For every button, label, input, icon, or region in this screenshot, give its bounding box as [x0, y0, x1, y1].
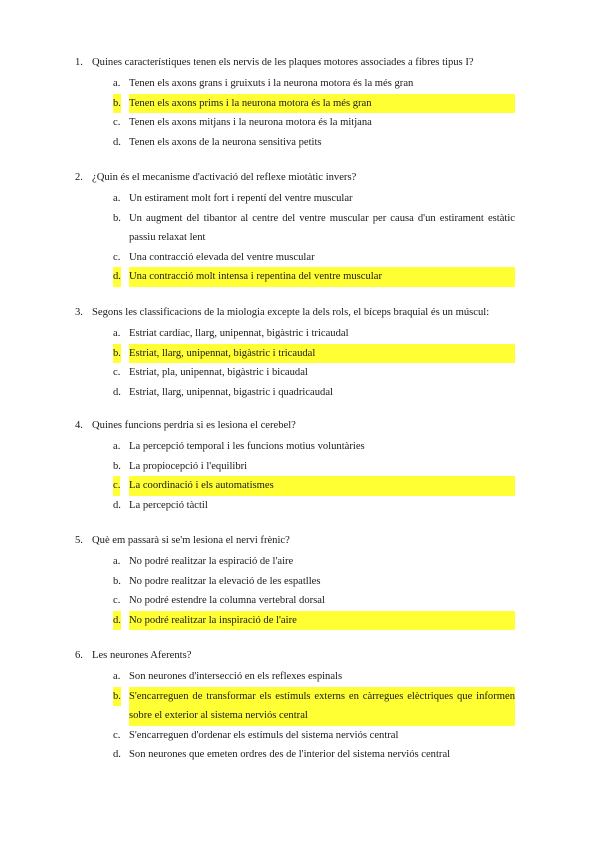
option-text: Un estirament molt fort i repentí del ventre muscular — [129, 193, 353, 204]
question-3 — [75, 305, 515, 402]
option-text: Tenen els axons de la neurona sensitiva petits — [129, 136, 322, 148]
option-text: Tenen els axons prims i la neurona motora és la més gran — [129, 94, 515, 114]
question-number: 3. — [75, 307, 83, 318]
option-c-highlighted — [75, 476, 515, 496]
question-header — [75, 305, 515, 321]
question-text: Segons les classificacions de la miologia excepte la dels rols, el bíceps braquial és un múscul: — [92, 307, 490, 318]
option-letter: c. — [113, 595, 121, 606]
option-a — [75, 324, 515, 344]
question-text: ¿Quin és el mecanisme d'activació del reflexe miotàtic invers? — [92, 172, 357, 183]
option-d — [75, 745, 515, 765]
option-d-highlighted — [75, 267, 515, 287]
option-list — [75, 552, 515, 630]
question-1 — [75, 55, 515, 152]
option-list — [75, 324, 515, 402]
option-text: Una contracció molt intensa i repentina del ventre muscular — [129, 267, 515, 287]
option-list — [75, 667, 515, 765]
question-header — [75, 533, 515, 549]
option-b — [75, 209, 515, 248]
option-letter: d. — [113, 749, 121, 760]
option-text: La coordinació i els automatismes — [129, 476, 515, 496]
option-text: Estriat, pla, unipennat, bigàstric i bicaudal — [129, 367, 308, 378]
question-number: 2. — [75, 172, 83, 183]
option-text: Tenen els axons mitjans i la neurona motora és la mitjana — [129, 117, 372, 128]
option-c — [75, 363, 515, 383]
question-header — [75, 55, 515, 71]
option-a — [75, 437, 515, 457]
option-d-highlighted — [75, 611, 515, 631]
question-text: Quines funcions perdria si es lesiona el cerebel? — [92, 420, 296, 431]
question-text: Quines característiques tenen els nervis de les plaques motores associades a fibres tipus I? — [92, 57, 474, 68]
option-text: La percepció tàctil — [129, 499, 208, 511]
option-b-highlighted — [75, 94, 515, 114]
option-a — [75, 667, 515, 687]
question-text: Les neurones Aferents? — [92, 650, 192, 661]
option-text: Estriat, llarg, unipennat, bigastric i quadricaudal — [129, 386, 333, 398]
option-text: S'encarreguen de transformar els estímuls externs en càrregues elèctriques que informen sobre el exterior al sistema nerviós central — [129, 687, 515, 726]
option-letter: a. — [113, 193, 121, 204]
option-text: No podré realitzar la inspiració de l'aire — [129, 611, 515, 631]
option-d — [75, 383, 515, 403]
option-c — [75, 726, 515, 746]
option-letter: b. — [113, 212, 121, 224]
option-letter: b. — [113, 94, 121, 114]
question-header — [75, 418, 515, 434]
question-number: 4. — [75, 420, 83, 431]
option-letter: a. — [113, 556, 121, 567]
option-a — [75, 552, 515, 572]
option-text: Estriat cardíac, llarg, unipennat, bigàstric i tricaudal — [129, 328, 349, 339]
option-text: No podré realitzar la espiració de l'aire — [129, 556, 294, 567]
option-letter: d. — [113, 136, 121, 148]
question-4 — [75, 418, 515, 515]
question-number: 5. — [75, 535, 83, 546]
option-c — [75, 591, 515, 611]
option-list — [75, 437, 515, 515]
option-letter: b. — [113, 460, 121, 472]
question-text: Què em passarà si se'm lesiona el nervi frènic? — [92, 535, 290, 546]
option-text: No podré estendre la columna vertebral dorsal — [129, 595, 325, 606]
option-letter: a. — [113, 328, 121, 339]
option-a — [75, 189, 515, 209]
option-b-highlighted — [75, 344, 515, 364]
option-letter: b. — [113, 575, 121, 587]
option-d — [75, 133, 515, 153]
option-letter: c. — [113, 367, 121, 378]
option-b-highlighted — [75, 687, 515, 726]
option-letter: c. — [113, 729, 121, 741]
question-number: 1. — [75, 57, 83, 68]
option-letter: d. — [113, 499, 121, 511]
question-5 — [75, 533, 515, 630]
option-letter: a. — [113, 441, 121, 452]
option-letter: b. — [113, 687, 121, 707]
option-list — [75, 74, 515, 152]
question-6 — [75, 648, 515, 765]
option-text: Tenen els axons grans i gruixuts i la neurona motora és la més gran — [129, 78, 414, 89]
option-text: Estriat, llarg, unipennat, bigàstric i tricaudal — [129, 344, 515, 364]
option-letter: c. — [113, 117, 121, 128]
option-list — [75, 189, 515, 287]
option-d — [75, 496, 515, 516]
option-letter: d. — [113, 611, 121, 631]
option-text: La percepció temporal i les funcions motius voluntàries — [129, 441, 365, 452]
option-text: Son neurones que emeten ordres des de l'interior del sistema nerviós central — [129, 749, 451, 760]
option-c — [75, 113, 515, 133]
option-c — [75, 248, 515, 268]
option-text: La propiocepció i l'equilibri — [129, 460, 248, 472]
question-number: 6. — [75, 650, 83, 661]
question-header — [75, 648, 515, 664]
option-b — [75, 572, 515, 592]
option-text: Son neurones d'intersecció en els reflexes espinals — [129, 671, 343, 682]
option-letter: a. — [113, 78, 121, 89]
option-letter: d. — [113, 267, 121, 287]
option-letter: c. — [113, 476, 120, 496]
question-2 — [75, 170, 515, 287]
option-text: Una contracció elevada del ventre muscular — [129, 251, 315, 263]
option-text: Un augment del tibantor al centre del ventre muscular per causa d'un estirament estàtic passiu relaxat lent — [129, 212, 515, 243]
option-letter: d. — [113, 386, 121, 398]
question-header — [75, 170, 515, 186]
option-letter: c. — [113, 251, 121, 263]
option-b — [75, 457, 515, 477]
option-text: S'encarreguen d'ordenar els estímuls del sistema nerviós central — [129, 729, 399, 741]
option-text: No podre realitzar la elevació de les espatlles — [129, 575, 321, 587]
option-letter: b. — [113, 344, 121, 364]
option-letter: a. — [113, 671, 121, 682]
option-a — [75, 74, 515, 94]
